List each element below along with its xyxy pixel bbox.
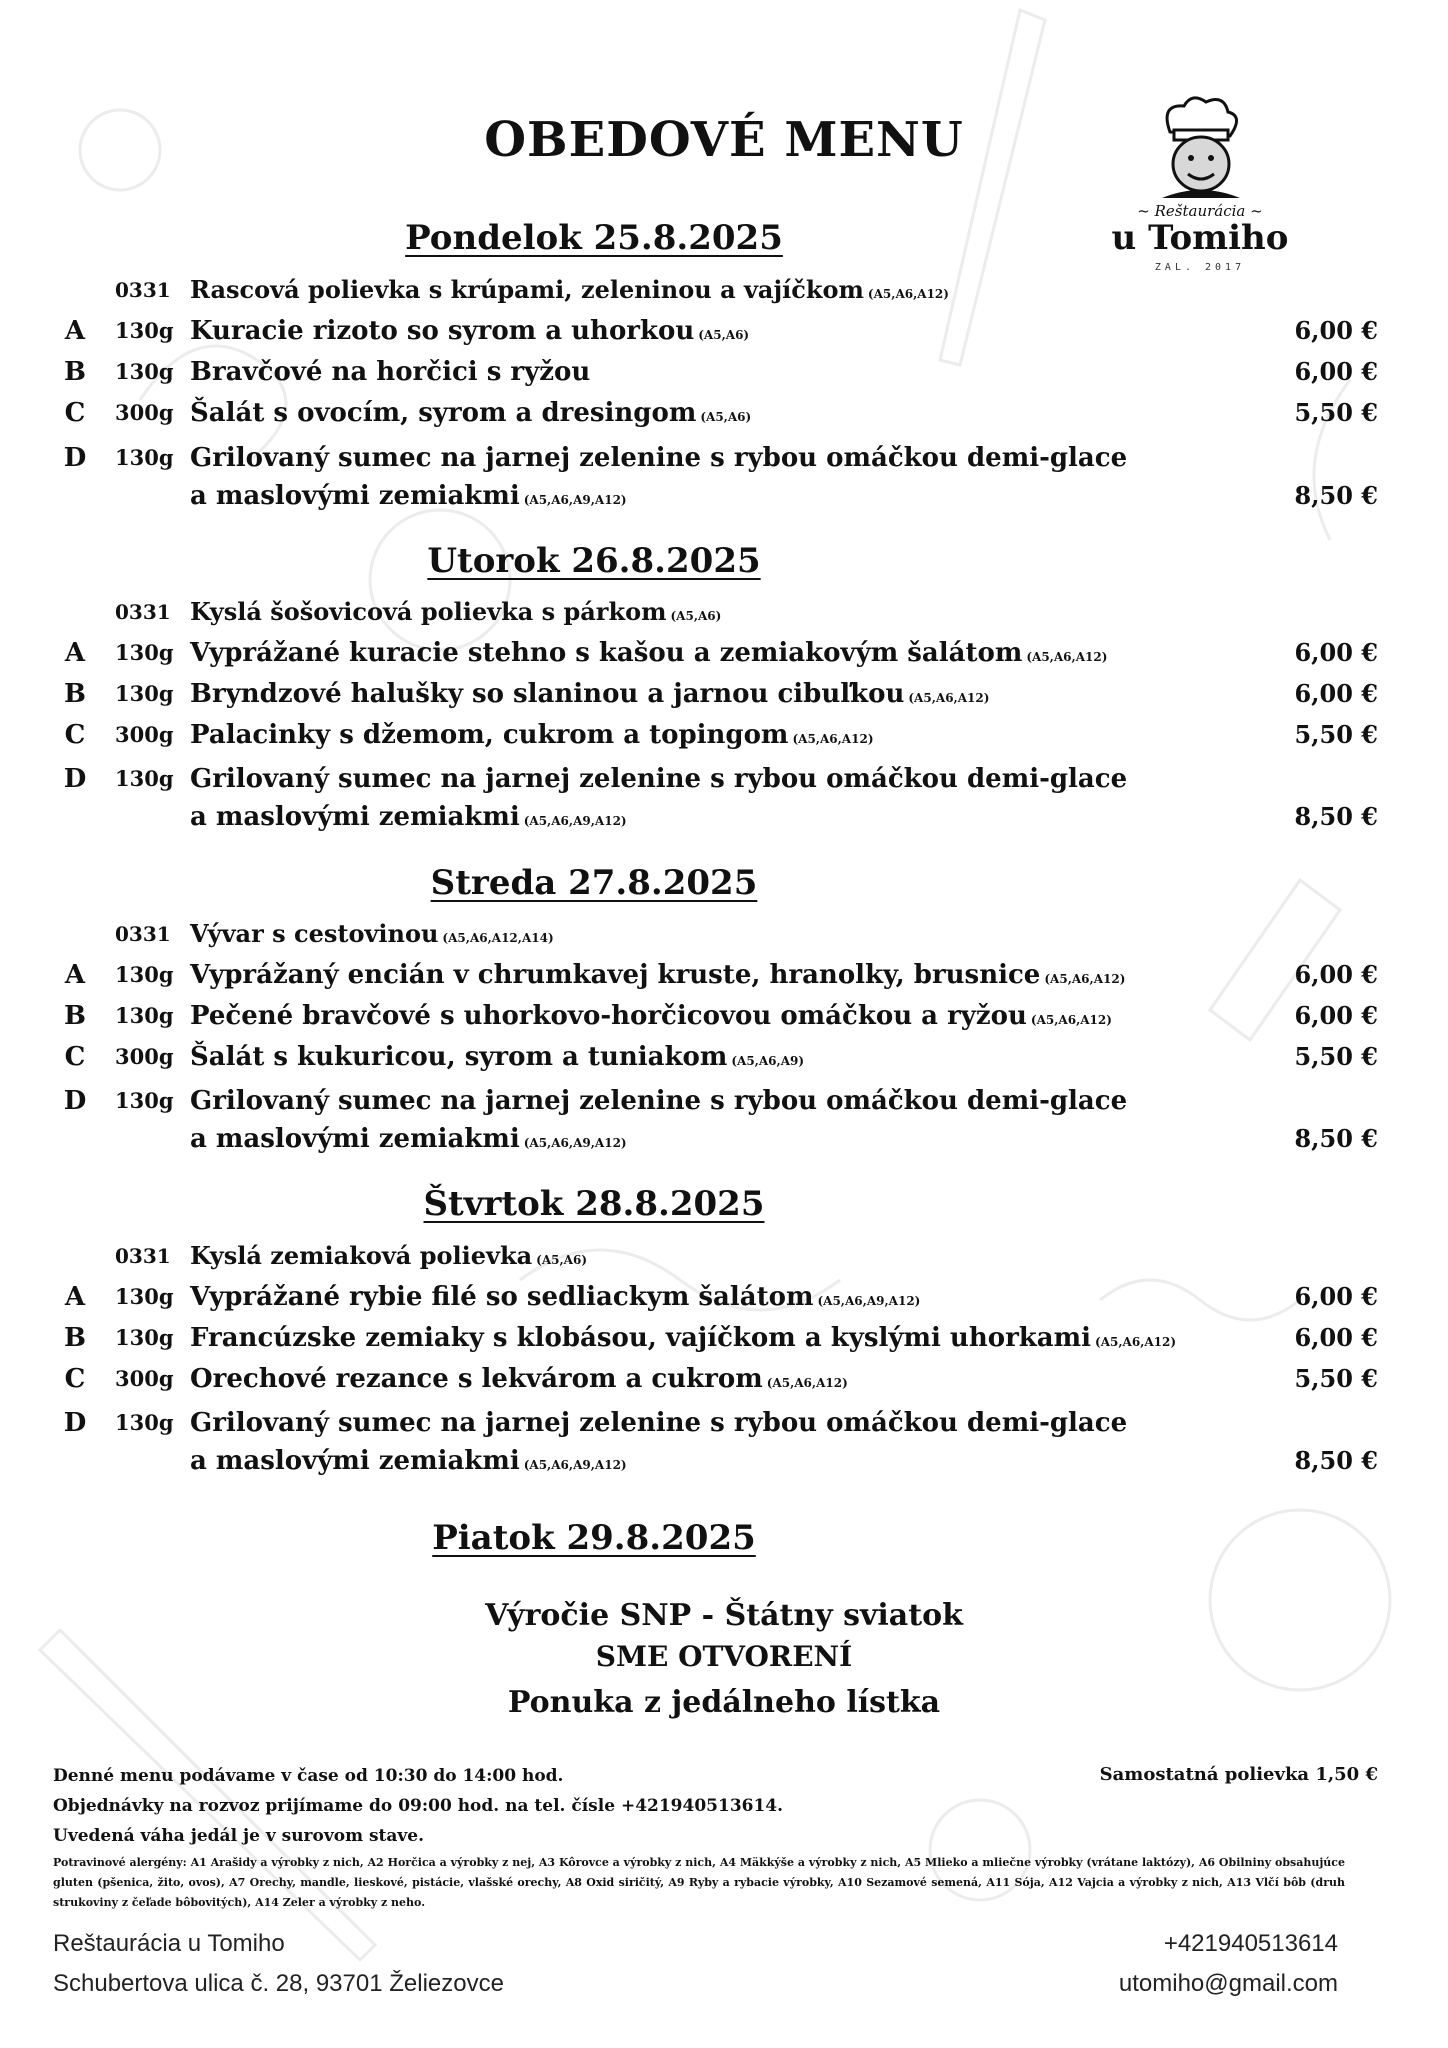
dish-name: Šalát s ovocím, syrom a dresingom [190,398,697,428]
item-letter: C [64,720,86,750]
dish-name: a maslovými zemiakmi [190,802,520,832]
allergen-codes: (A5,A6,A12) [908,691,990,705]
soup-name: Kyslá zemiaková polievka [190,1241,533,1270]
item-letter: D [63,1408,87,1438]
allergen-codes: (A5,A6,A12) [766,1376,848,1390]
footer-address: Schubertova ulica č. 28, 93701 Želiezovce [53,1970,504,1997]
footer-phone[interactable]: +421940513614 [1163,1930,1338,1957]
item-price: 6,00 € [1294,1323,1378,1352]
item-price: 5,50 € [1294,1364,1378,1393]
holiday-note: Výročie SNP - Štátny sviatok [485,1598,963,1633]
soup-name: Vývar s cestovinou [190,919,439,948]
item-weight: 130g [115,1088,174,1113]
dish-name: Grilovaný sumec na jarnej zelenine s rybou omáčkou demi-glace [190,1408,1128,1438]
logo-subtitle: ~ Reštaurácia ~ [1137,202,1263,220]
dish-name: a maslovými zemiakmi [190,481,520,511]
menu-note: Ponuka z jedálneho lístka [507,1685,941,1720]
footer-restaurant-name: Reštaurácia u Tomiho [53,1930,285,1957]
item-letter: B [64,1323,86,1353]
chef-icon [1140,90,1260,200]
dish-name: Bryndzové halušky so slaninou a jarnou cibuľkou [190,679,905,709]
dish-name: Vyprážané rybie filé so sedliackym šalátom [190,1282,814,1312]
item-price: 6,00 € [1294,316,1378,345]
dish-name: Grilovaný sumec na jarnej zelenine s rybou omáčkou demi-glace [190,764,1128,794]
dish-name: Grilovaný sumec na jarnej zelenine s rybou omáčkou demi-glace [190,443,1128,473]
item-weight: 300g [115,722,174,747]
dish-name: Kuracie rizoto so syrom a uhorkou [190,316,695,346]
dish-name: Francúzske zemiaky s klobásou, vajíčkom a kyslými uhorkami [190,1323,1092,1353]
item-weight: 130g [115,962,174,987]
allergen-codes: (A5,A6,A9) [731,1054,805,1068]
day-heading: Streda 27.8.2025 [430,863,758,903]
item-letter: D [63,764,87,794]
soup-code: 0331 [115,922,171,946]
item-price: 8,50 € [1294,802,1378,831]
allergen-codes: (A5,A6,A12) [792,732,874,746]
item-letter: B [64,357,86,387]
page-title: OBEDOVÉ MENU [484,112,964,168]
allergen-codes: (A5,A6,A12) [867,287,949,301]
item-weight: 130g [115,1325,174,1350]
footer-email[interactable]: utomiho@gmail.com [1118,1970,1338,1997]
item-price: 8,50 € [1294,1446,1378,1475]
restaurant-logo [1085,90,1315,300]
item-weight: 130g [115,681,174,706]
item-weight: 130g [115,1284,174,1309]
item-weight: 130g [115,1003,174,1028]
dish-name: Vyprážaný encián v chrumkavej kruste, hranolky, brusnice [190,960,1041,990]
item-letter: B [64,1001,86,1031]
allergen-codes: (A5,A6,A9,A12) [523,493,627,507]
day-heading: Piatok 29.8.2025 [432,1518,756,1558]
item-weight: 300g [115,1044,174,1069]
logo-established: ZAL. 2017 [1154,262,1246,273]
dish-name: a maslovými zemiakmi [190,1446,520,1476]
item-letter: A [64,638,86,668]
item-price: 8,50 € [1294,481,1378,510]
item-letter: D [63,1086,87,1116]
item-weight: 130g [115,640,174,665]
item-price: 8,50 € [1294,1124,1378,1153]
item-price: 6,00 € [1294,357,1378,386]
allergen-codes: (A5,A6) [698,328,750,342]
dish-name: Palacinky s džemom, cukrom a topingom [190,720,789,750]
item-weight: 300g [115,400,174,425]
item-price: 6,00 € [1294,1282,1378,1311]
dish-name: Vyprážané kuracie stehno s kašou a zemiakovým šalátom [190,638,1023,668]
item-price: 6,00 € [1294,960,1378,989]
day-heading: Štvrtok 28.8.2025 [423,1184,765,1224]
allergen-legend: Potravinové alergény: A1 Arašidy a výrobky z nich, A2 Horčica a výrobky z nej, A3 Kôrovce a výrobky z nich, A4 Mäkkýše a výrobky z nich, A5 Mlieko a mliečne výrobky (vrátane laktózy), A6 Obilniny obsahujúce gluten (pšenica, žito, ovos), A7 Orechy, mandle, lieskové, pistácie, vlašské orechy, A8 Oxid siričitý, A9 Ryby a rybacie výrobky, A10 Sezamové semená, A11 Sója, A12 Vajcia a výrobky z nich, A13 Vlčí bôb (druh strukoviny z čeľade bôbovitých), A14 Zeler a výrobky z neho. [53,1856,1345,1909]
allergen-codes: (A5,A6,A9,A12) [523,814,627,828]
allergen-codes: (A5,A6,A9,A12) [817,1294,921,1308]
allergen-codes: (A5,A6,A12) [1026,650,1108,664]
item-letter: C [64,398,86,428]
soup-name: Kyslá šošovicová polievka s párkom [190,597,667,626]
dish-name: Šalát s kukuricou, syrom a tuniakom [190,1042,728,1072]
allergen-codes: (A5,A6) [536,1253,587,1267]
item-price: 6,00 € [1294,1001,1378,1030]
item-weight: 300g [115,1366,174,1391]
allergen-codes: (A5,A6) [700,410,752,424]
dish-name: Grilovaný sumec na jarnej zelenine s rybou omáčkou demi-glace [190,1086,1128,1116]
item-letter: A [64,1282,86,1312]
weight-note: Uvedená váha jedál je v surovom stave. [53,1826,425,1846]
item-price: 6,00 € [1294,638,1378,667]
soup-code: 0331 [115,1244,171,1268]
item-letter: C [64,1042,86,1072]
allergen-codes: (A5,A6,A12) [1030,1013,1112,1027]
open-note: SME OTVORENÍ [595,1640,853,1673]
day-heading: Utorok 26.8.2025 [427,541,761,581]
delivery-info: Objednávky na rozvoz prijímame do 09:00 hod. na tel. čísle +421940513614. [53,1796,784,1816]
item-weight: 130g [115,1410,174,1435]
day-heading: Pondelok 25.8.2025 [405,218,783,258]
logo-name: u Tomiho [1111,218,1289,258]
item-price: 5,50 € [1294,1042,1378,1071]
item-weight: 130g [115,359,174,384]
item-letter: D [63,443,87,473]
dish-name: a maslovými zemiakmi [190,1124,520,1154]
dish-name: Pečené bravčové s uhorkovo-horčicovou omáčkou a ryžou [190,1001,1027,1031]
allergen-codes: (A5,A6,A9,A12) [523,1136,627,1150]
item-price: 6,00 € [1294,679,1378,708]
item-letter: B [64,679,86,709]
item-price: 5,50 € [1294,398,1378,427]
dish-name: Orechové rezance s lekvárom a cukrom [190,1364,763,1394]
soup-code: 0331 [115,600,171,624]
item-price: 5,50 € [1294,720,1378,749]
item-letter: C [64,1364,86,1394]
soup-name: Rascová polievka s krúpami, zeleninou a vajíčkom [190,275,864,304]
serving-hours: Denné menu podávame v čase od 10:30 do 14:00 hod. [53,1766,564,1786]
soup-price: Samostatná polievka 1,50 € [1099,1764,1378,1785]
allergen-codes: (A5,A6,A12) [1095,1335,1177,1349]
allergen-codes: (A5,A6,A9,A12) [523,1458,627,1472]
item-letter: A [64,960,86,990]
allergen-codes: (A5,A6,A12,A14) [442,931,554,945]
dish-name: Bravčové na horčici s ryžou [190,357,591,387]
item-weight: 130g [115,445,174,470]
item-weight: 130g [115,766,174,791]
allergen-codes: (A5,A6) [670,609,722,623]
soup-code: 0331 [115,278,171,302]
item-letter: A [64,316,86,346]
item-weight: 130g [115,318,174,343]
allergen-codes: (A5,A6,A12) [1044,972,1126,986]
